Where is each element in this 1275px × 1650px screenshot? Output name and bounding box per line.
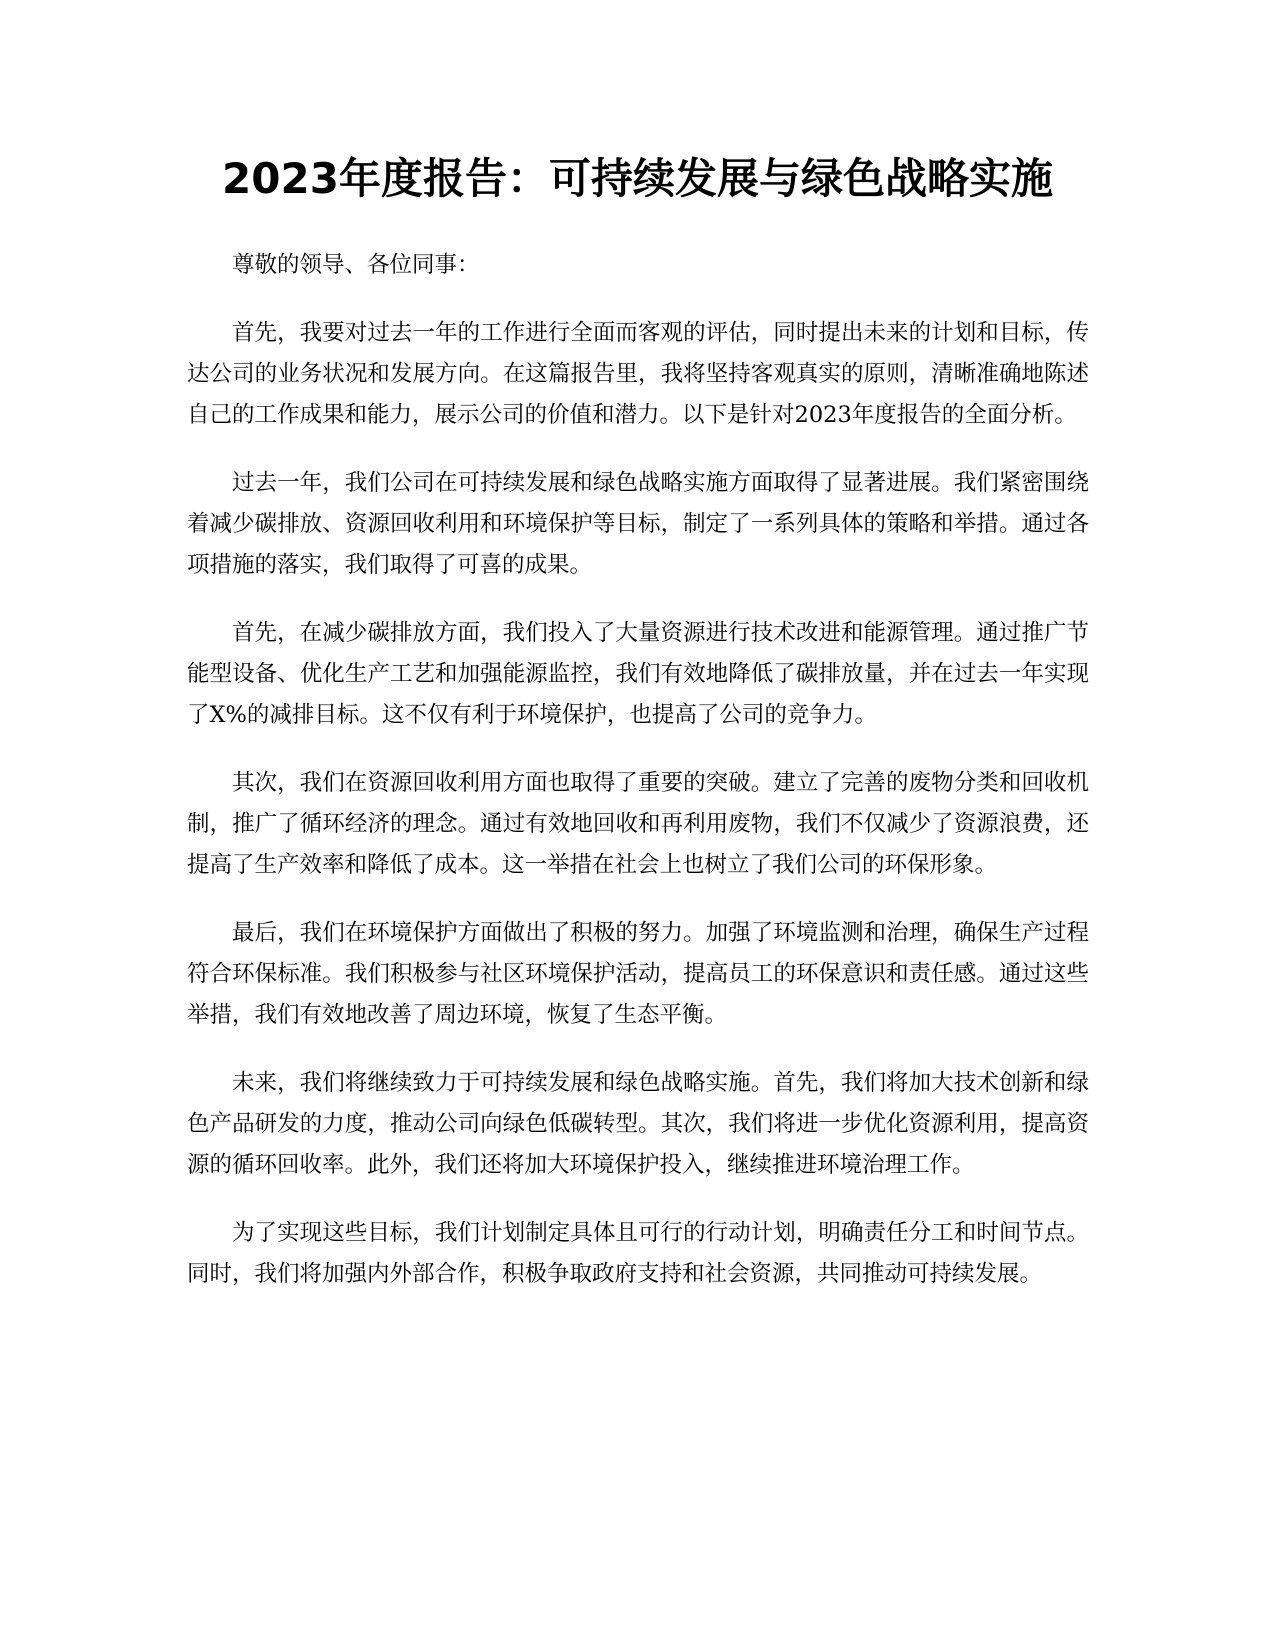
document-body — [187, 245, 1089, 1322]
paragraph-carbon-reduction: 首先，在减少碳排放方面，我们投入了大量资源进行技术改进和能源管理。通过推广节能型设备、优化生产工艺和加强能源监控，我们有效地降低了碳排放量，并在过去一年实现了X%的减排目标。这不仅有利于环境保护，也提高了公司的竞争力。 — [187, 620, 1089, 728]
paragraph-action-plan: 为了实现这些目标，我们计划制定具体且可行的行动计划，明确责任分工和时间节点。同时，我们将加强内外部合作，积极争取政府支持和社会资源，共同推动可持续发展。 — [187, 1220, 1089, 1287]
paragraph-intro: 首先，我要对过去一年的工作进行全面而客观的评估，同时提出未来的计划和目标，传达公司的业务状况和发展方向。在这篇报告里，我将坚持客观真实的原则，清晰准确地陈述自己的工作成果和能力，展示公司的价值和潜力。以下是针对2023年度报告的全面分析。 — [187, 320, 1089, 428]
paragraph-future-plans: 未来，我们将继续致力于可持续发展和绿色战略实施。首先，我们将加大技术创新和绿色产品研发的力度，推动公司向绿色低碳转型。其次，我们将进一步优化资源利用，提高资源的循环回收率。此外，我们还将加大环境保护投入，继续推进环境治理工作。 — [187, 1070, 1089, 1178]
paragraph-resource-recycling: 其次，我们在资源回收利用方面也取得了重要的突破。建立了完善的废物分类和回收机制，推广了循环经济的理念。通过有效地回收和再利用废物，我们不仅减少了资源浪费，还提高了生产效率和降低了成本。这一举措在社会上也树立了我们公司的环保形象。 — [187, 770, 1089, 878]
paragraph-environment-protection: 最后，我们在环境保护方面做出了积极的努力。加强了环境监测和治理，确保生产过程符合环保标准。我们积极参与社区环境保护活动，提高员工的环保意识和责任感。通过这些举措，我们有效地改善了周边环境，恢复了生态平衡。 — [187, 920, 1089, 1028]
paragraph-salutation: 尊敬的领导、各位同事： — [232, 252, 480, 278]
document-title: 2023年度报告：可持续发展与绿色战略实施 — [222, 154, 1053, 203]
paragraph-progress: 过去一年，我们公司在可持续发展和绿色战略实施方面取得了显著进展。我们紧密围绕着减少碳排放、资源回收利用和环境保护等目标，制定了一系列具体的策略和举措。通过各项措施的落实，我们取得了可喜的成果。 — [187, 470, 1089, 578]
